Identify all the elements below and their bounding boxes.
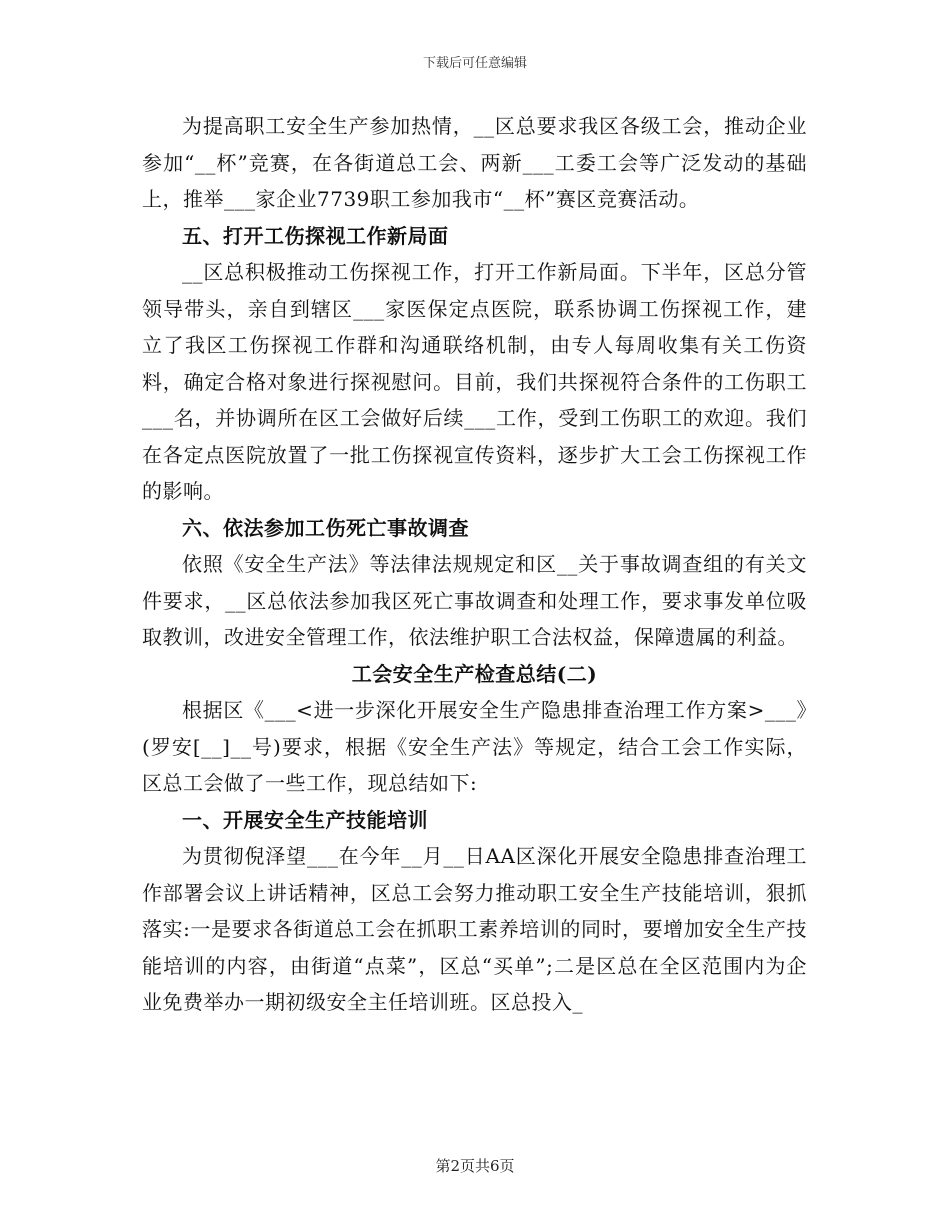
section-heading-6: 六、依法参加工伤死亡事故调查 <box>182 515 469 540</box>
page-header: 下载后可任意编辑 <box>422 56 527 71</box>
paragraph-accident-investigation: 依照《安全生产法》等法律法规规定和区__关于事故调查组的有关文件要求，__区总依法参加我区死亡事故调查和处理工作，要求事发单位吸取教训，改进安全管理工作，依法维护职工合法权益，保障遗属的利益。 <box>142 552 807 649</box>
section-heading-1: 一、开展安全生产技能培训 <box>182 807 428 832</box>
document-title: 工会安全生产检查总结(二) <box>351 661 598 686</box>
paragraph-intro: 根据区《___<进一步深化开展安全生产隐患排查治理工作方案>___》(罗安[__]__号)要求，根据《安全生产法》等规定，结合工会工作实际，区总工会做了一些工作，现总结如下: <box>142 698 807 795</box>
section-heading-5: 五、打开工伤探视工作新局面 <box>182 223 449 248</box>
document-body <box>142 108 807 1021</box>
paragraph-training: 为贯彻倪泽望___在今年__月__日AA区深化开展安全隐患排查治理工作部署会议上讲话精神，区总工会努力推动职工安全生产技能培训，狠抓落实:一是要求各街道总工会在抓职工素养培训的同时，要增加安全生产技能培训的内容，由街道“点菜”，区总“买单”;二是区总在全区范围内为企业免费举办一期初级安全主任培训班。区总投入_ <box>142 844 807 1014</box>
page-number: 第2页共6页 <box>435 1157 515 1175</box>
paragraph-injury-visits: __区总积极推动工伤探视工作，打开工作新局面。下半年，区总分管领导带头，亲自到辖区___家医保定点医院，联系协调工伤探视工作，建立了我区工伤探视工作群和沟通联络机制，由专人每周收集有关工伤资料，确定合格对象进行探视慰问。目前，我们共探视符合条件的工伤职工___名，并协调所在区工会做好后续___工作，受到工伤职工的欢迎。我们在各定点医院放置了一批工伤探视宣传资料，逐步扩大工会工伤探视工作的影响。 <box>142 260 807 503</box>
paragraph-competition: 为提高职工安全生产参加热情，__区总要求我区各级工会，推动企业参加“__杯”竞赛，在各街道总工会、两新___工委工会等广泛发动的基础上，推举___家企业7739职工参加我市“__杯”赛区竞赛活动。 <box>142 114 807 211</box>
